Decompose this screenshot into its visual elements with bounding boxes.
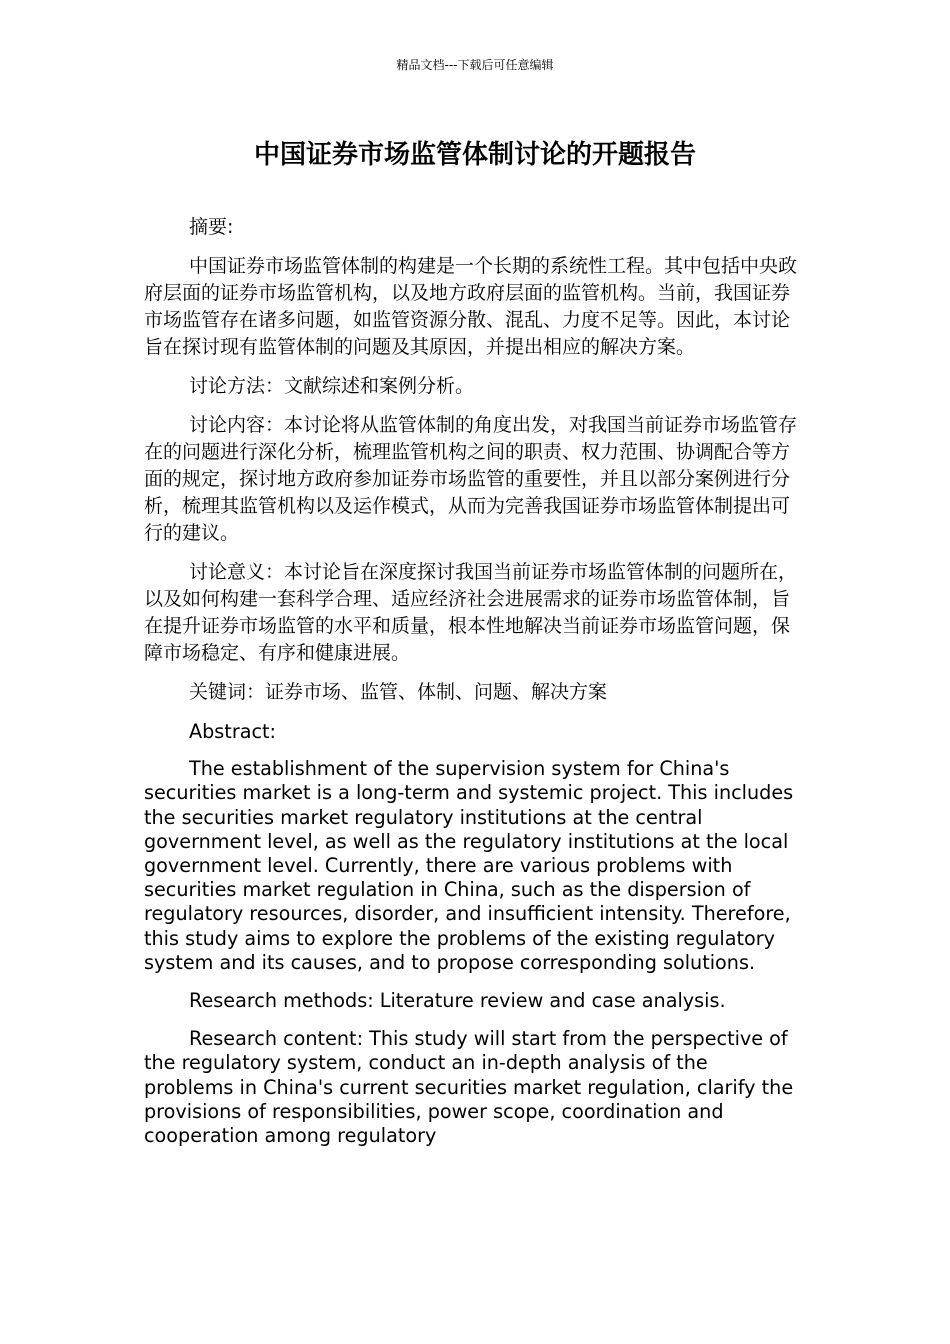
document-body (144, 214, 800, 1160)
keywords-cn-paragraph: 关键词：证券市场、监管、体制、问题、解决方案 (189, 681, 608, 703)
abstract-en-heading: Abstract: (189, 720, 277, 743)
methods-cn-paragraph: 讨论方法：文献综述和案例分析。 (189, 375, 475, 397)
methods-en-paragraph: Research methods: Literature review and case analysis. (189, 989, 726, 1013)
document-title: 中国证券市场监管体制讨论的开题报告 (253, 140, 696, 170)
abstract-cn-paragraph: 中国证券市场监管体制的构建是一个长期的系统性工程。其中包括中央政府层面的证券市场监管机构，以及地方政府层面的监管机构。当前，我国证券市场监管存在诸多问题，如监管资源分散、混乱、力度不足等。因此，本讨论旨在探讨现有监管体制的问题及其原因，并提出相应的解决方案。 (144, 255, 798, 358)
content-en-paragraph: Research content: This study will start from the perspective of the regulatory system, conduct an in-depth analysis of the problems in China's current securities market regulation, clarify the provisions of responsibilities, power scope, coordination and cooperation among regulatory (144, 1027, 794, 1148)
abstract-cn-heading: 摘要: (189, 216, 234, 238)
significance-cn-paragraph: 讨论意义：本讨论旨在深度探讨我国当前证券市场监管体制的问题所在，以及如何构建一套科学合理、适应经济社会进展需求的证券市场监管体制，旨在提升证券市场监管的水平和质量，根本性地解决当前证券市场监管问题，保障市场稳定、有序和健康进展。 (144, 561, 798, 664)
content-cn-paragraph: 讨论内容：本讨论将从监管体制的角度出发，对我国当前证券市场监管存在的问题进行深化分析，梳理监管机构之间的职责、权力范围、协调配合等方面的规定，探讨地方政府参加证券市场监管的重要性，并且以部分案例进行分析，梳理其监管机构以及运作模式，从而为完善我国证券市场监管体制提出可行的建议。 (144, 414, 798, 544)
page-header: 精品文档---下载后可任意编辑 (396, 58, 554, 72)
abstract-en-paragraph: The establishment of the supervision system for China's securities market is a long-term and systemic project. This includes the securities market regulatory institutions at the central government level, as well as the regulatory institutions at the local government level. Currently, there are various problems with securities market regulation in China, such as the dispersion of regulatory resources, disorder, and insufficient intensity. Therefore, this study aims to explore the problems of the existing regulatory system and its causes, and to propose corresponding solutions. (144, 757, 794, 974)
